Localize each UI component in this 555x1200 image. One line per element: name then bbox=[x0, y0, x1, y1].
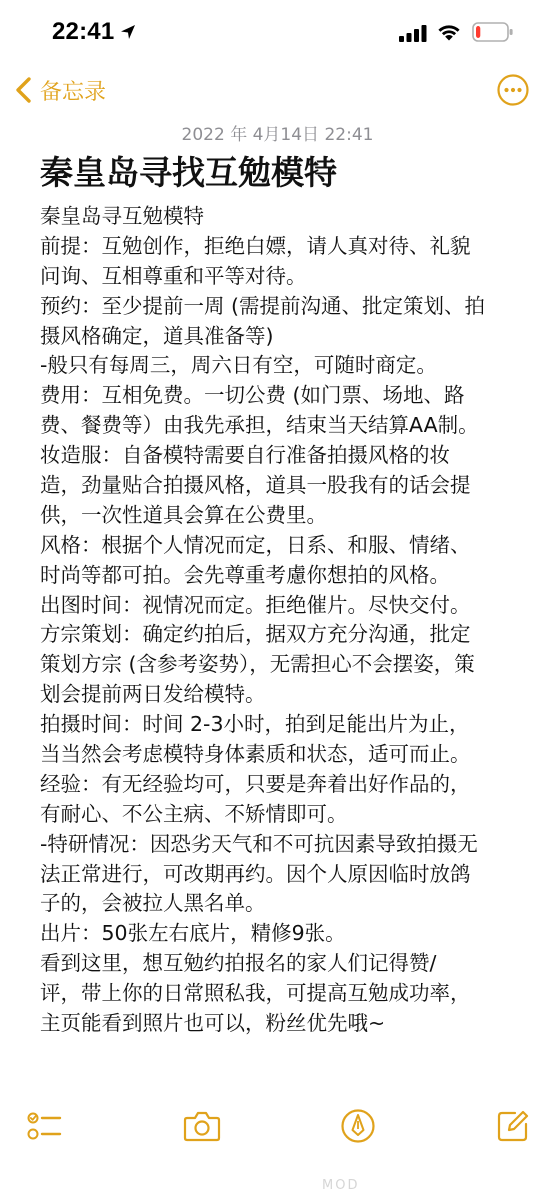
note-line: 出图时间：视情况而定。拒绝催片。尽快交付。 bbox=[40, 592, 471, 617]
cellular-signal-icon bbox=[399, 25, 427, 42]
note-line: 问询、互相尊重和平等对待。 bbox=[40, 263, 307, 288]
back-label: 备忘录 bbox=[40, 79, 107, 105]
note-date: 2022 年 4月14日 22:41 bbox=[181, 125, 374, 145]
note-line: 供，一次性道具会算在公费里。 bbox=[40, 502, 327, 527]
note-line: 当当然会考虑模特身体素质和状态，适可而止。 bbox=[40, 742, 471, 767]
note-line: 经验：有无经验均可，只要是奔着出好作品的， bbox=[40, 771, 471, 796]
note-body[interactable] bbox=[40, 202, 526, 1039]
note-line: 前提：互勉创作，拒绝白嫖，请人真对待、礼貌 bbox=[40, 233, 471, 258]
note-title[interactable]: 秦皇岛寻找互勉模特 bbox=[40, 153, 337, 192]
note-line: 子的，会被拉人黑名单。 bbox=[40, 891, 266, 916]
note-line: 划会提前两日发给模特。 bbox=[40, 682, 266, 707]
note-line: 有耐心、不公主病、不矫情即可。 bbox=[40, 801, 348, 826]
wifi-icon bbox=[436, 22, 462, 42]
note-line: -般只有每周三，周六日有空，可随时商定。 bbox=[40, 353, 437, 378]
note-line: 风格：根据个人情况而定，日系、和服、情绪、 bbox=[40, 532, 471, 557]
note-line: 策划方宗 (含参考姿势），无需担心不会摆姿，策 bbox=[40, 652, 475, 677]
checklist-icon[interactable] bbox=[26, 1108, 62, 1144]
note-line: 妆造服：自备模特需要自行准备拍摄风格的妆 bbox=[40, 443, 450, 468]
note-line: 评，带上你的日常照私我，可提高互勉成功率， bbox=[40, 981, 471, 1006]
note-line: 出片：50张左右底片，精修9张。 bbox=[40, 921, 346, 946]
nav-bar bbox=[0, 62, 555, 118]
note-line: 方宗策划：确定约拍后，据双方充分沟通，批定 bbox=[40, 622, 471, 647]
note-line: 摄风格确定，道具准备等) bbox=[40, 323, 274, 348]
back-button[interactable] bbox=[14, 72, 106, 108]
note-line: 造，劲量贴合拍摄风格，道具一股我有的话会提 bbox=[40, 473, 471, 498]
compose-icon[interactable] bbox=[495, 1108, 531, 1144]
battery-low-icon bbox=[472, 21, 514, 43]
markup-pen-icon[interactable] bbox=[340, 1108, 376, 1144]
status-bar bbox=[0, 0, 555, 62]
note-line: 时尚等都可拍。会先尊重考慮你想拍的风格。 bbox=[40, 562, 450, 587]
location-arrow-icon bbox=[118, 22, 138, 42]
status-time: 22:41 bbox=[52, 18, 115, 45]
note-line: 秦皇岛寻互勉模特 bbox=[40, 204, 204, 228]
chevron-left-icon bbox=[14, 76, 32, 104]
note-line: 费、餐费等）由我先承担，结束当天结算AA制。 bbox=[40, 413, 479, 438]
note-line: 法正常进行，可改期再约。因个人原因临时放鸽 bbox=[40, 861, 471, 886]
bottom-toolbar bbox=[0, 1100, 555, 1156]
note-line: 预约：至少提前一周 (需提前沟通、批定策划、拍 bbox=[40, 293, 486, 318]
ellipsis-circle-icon[interactable] bbox=[496, 73, 530, 107]
note-line: 看到这里，想互勉约拍报名的家人们记得赞/ bbox=[40, 951, 437, 976]
note-line: 费用：互相免费。一切公费 (如门票、场地、路 bbox=[40, 383, 465, 408]
note-line: -特研情况：因恐劣天气和不可抗因素导致拍摄无 bbox=[40, 831, 478, 856]
note-line: 拍摄时间：时间 2-3小时，拍到足能出片为止， bbox=[40, 712, 470, 737]
note-line: 主页能看到照片也可以，粉丝优先哦~ bbox=[40, 1011, 386, 1036]
watermark-text: MOD bbox=[322, 1178, 360, 1193]
camera-icon[interactable] bbox=[183, 1108, 221, 1144]
